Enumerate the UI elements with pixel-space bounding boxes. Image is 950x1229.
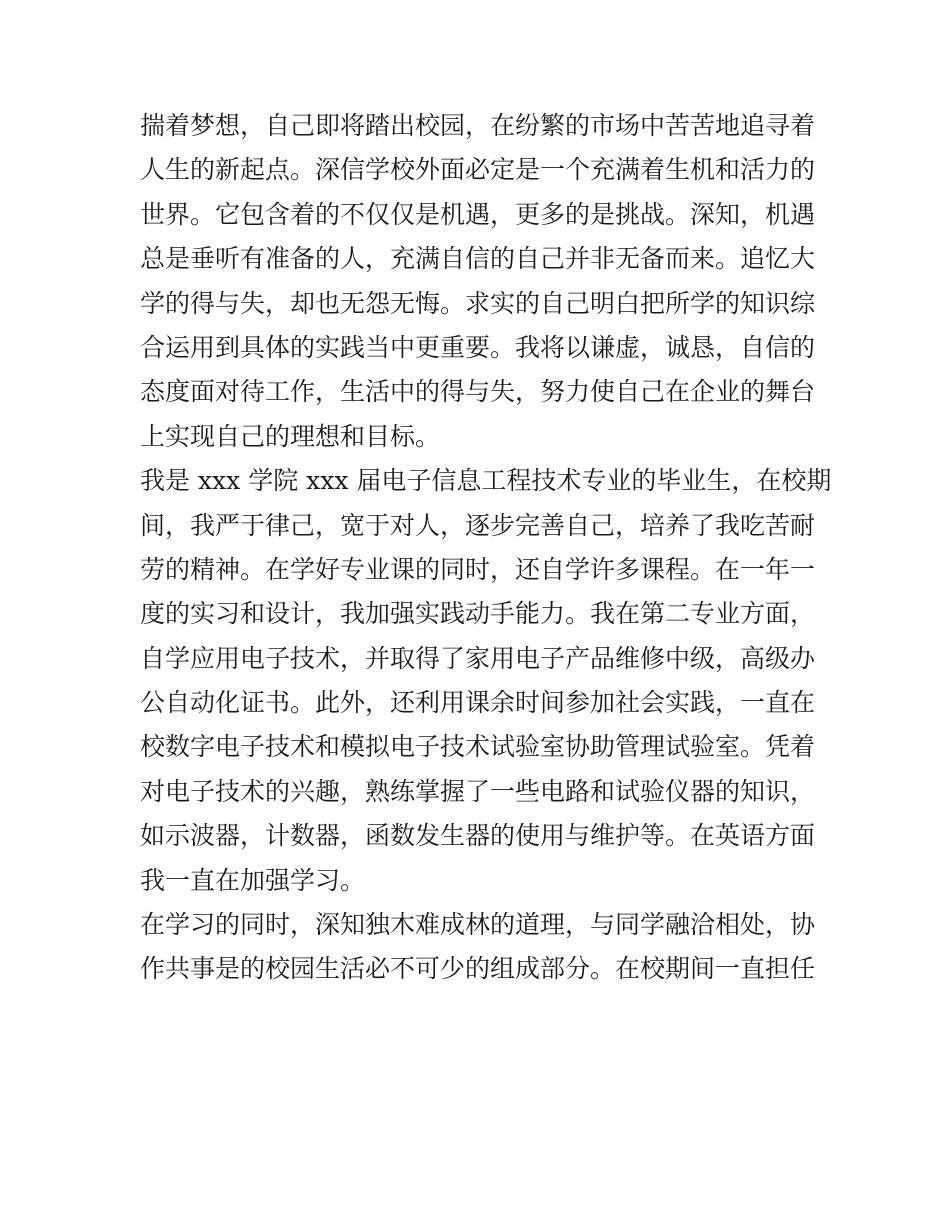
text-line: 揣着梦想，自己即将踏出校园，在纷繁的市场中苦苦地追寻着 [140,111,816,140]
text-line: 学的得与失，却也无怨无悔。求实的自己明白把所学的知识综 [140,288,816,318]
text-line: 校数字电子技术和模拟电子技术试验室协助管理试验室。凭着 [140,732,816,762]
text-line: 世界。它包含着的不仅仅是机遇，更多的是挑战。深知，机遇 [140,199,816,229]
paragraph-1 [140,104,820,459]
text-line: 合运用到具体的实践当中更重要。我将以谦虚，诚恳，自信的 [140,332,816,362]
paragraph-2 [140,459,832,903]
text-line: 在学习的同时，深知独木难成林的道理，与同学融洽相处，协 [140,910,816,940]
text-line: 公自动化证书。此外，还利用课余时间参加社会实践，一直在 [140,688,816,718]
text-line: 自学应用电子技术，并取得了家用电子产品维修中级，高级办 [140,643,816,673]
text-line: 上实现自己的理想和目标。 [140,421,441,451]
paragraph-3 [140,903,820,992]
text-line: 我一直在加强学习。 [140,865,366,895]
text-line: 间，我严于律己，宽于对人，逐步完善自己，培养了我吃苦耐 [140,510,816,540]
text-line: 我是 xxx 学院 xxx 届电子信息工程技术专业的毕业生，在校期 [140,466,832,496]
text-line: 如示波器，计数器，函数发生器的使用与维护等。在英语方面 [140,821,816,851]
document-body [140,104,832,992]
text-line: 人生的新起点。深信学校外面必定是一个充满着生机和活力的 [140,155,816,185]
text-line: 总是垂听有准备的人，充满自信的自己并非无备而来。追忆大 [140,244,816,274]
text-line: 劳的精神。在学好专业课的同时，还自学许多课程。在一年一 [140,554,816,584]
text-line: 度的实习和设计，我加强实践动手能力。我在第二专业方面， [140,599,816,629]
text-line: 对电子技术的兴趣，熟练掌握了一些电路和试验仪器的知识， [140,776,816,806]
text-line: 态度面对待工作，生活中的得与失，努力使自己在企业的舞台 [140,377,816,407]
text-line: 作共事是的校园生活必不可少的组成部分。在校期间一直担任 [140,954,816,984]
